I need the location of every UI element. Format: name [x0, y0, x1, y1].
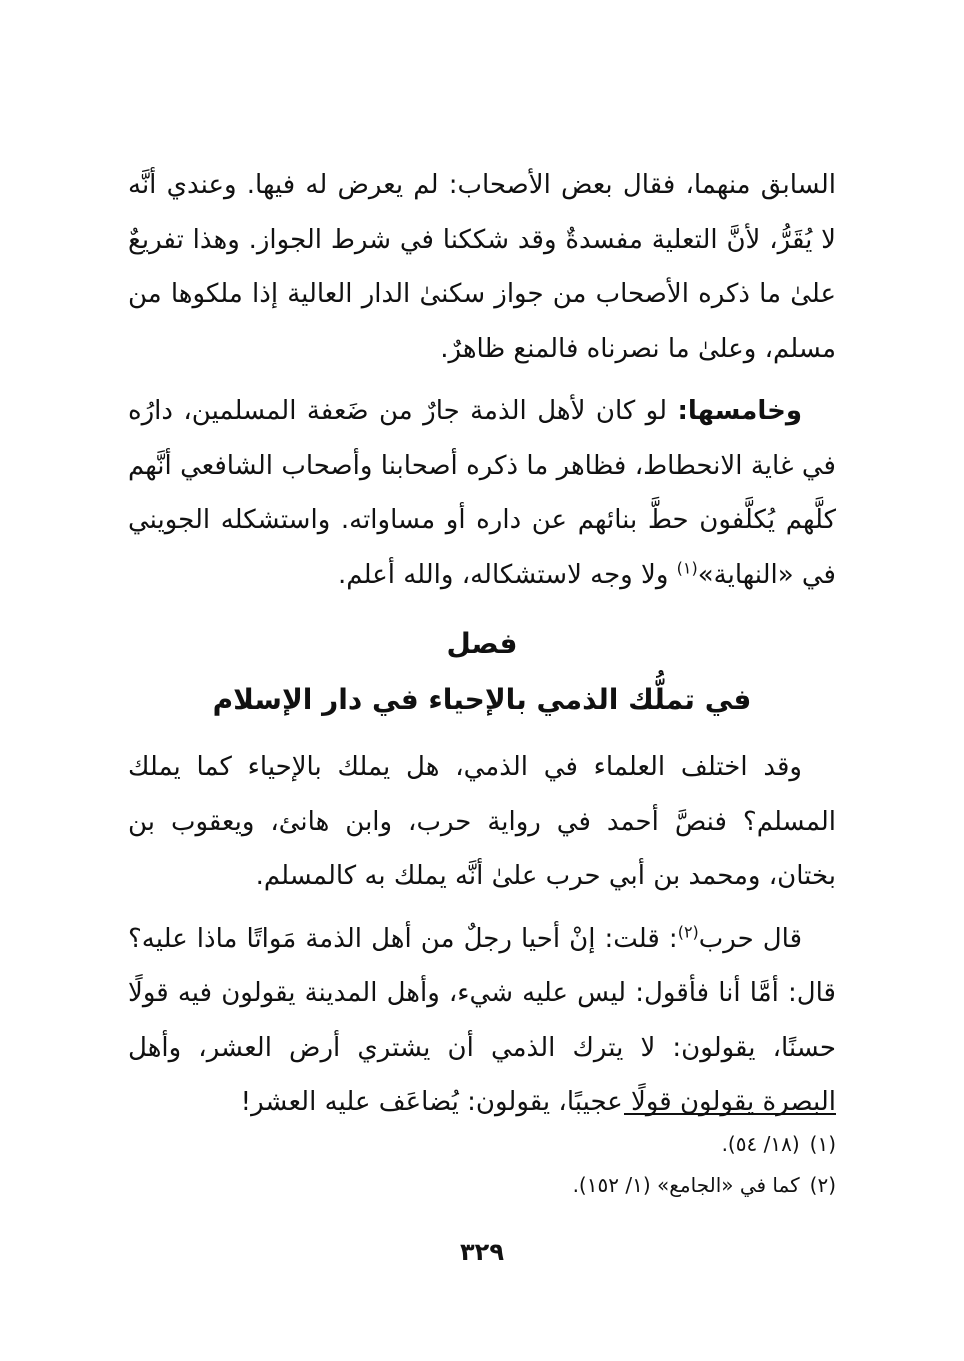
footnote-divider: [624, 1113, 836, 1115]
page-number: ٣٢٩: [460, 1238, 504, 1266]
section-title: فصل: [446, 627, 518, 660]
paragraph-4-text-a: قال حرب: [698, 923, 802, 954]
footnote-1-text: (١٨/ ٥٤).: [721, 1132, 800, 1156]
paragraph-2: [128, 384, 836, 602]
section-subtitle: في تملُّك الذمي بالإحياء في دار الإسلام: [212, 683, 752, 716]
paragraph-4-text-b: : قلت: إنْ أحيا رجلٌ من أهل الذمة مَواتًا ماذا عليه؟ قال: أمَّا أنا فأقول: ليس عليه شيء، وأهل المدينة يقولون فيه قولًا حسنًا، يقولون: لا يترك الذمي أن يشتري أرض العشر، وأهل البصرة يقولون قولًا عجيبًا، يقولون: يُضاعَف عليه العشر!: [128, 923, 836, 1117]
paragraph-2-lead: وخامسها:: [677, 396, 802, 426]
footnote-1-number: (١): [809, 1132, 836, 1156]
paragraph-2-text-b: ولا وجه لاستشكاله، والله أعلم.: [338, 559, 677, 590]
paragraph-2-text-a: لو كان لأهل الذمة جارٌ من ضَعفة المسلمين، دارُه في غاية الانحطاط، فظاهر ما ذكره أصحابنا وأصحاب الشافعي أنَّهم كلَّهم يُكلَّفون حطَّ بنائهم عن داره أو مساواته. واستشكله الجويني في «النهاية»: [128, 396, 836, 590]
footnote-ref-1[interactable]: (١): [676, 557, 698, 577]
paragraph-1: السابق منهما، فقال بعض الأصحاب: لم يعرض له فيها. وعندي أنَّه لا يُقَرُّ، لأنَّ التعلية مفسدةٌ وقد شككنا في شرط الجواز. وهذا تفريعٌ علىٰ ما ذكره الأصحاب من جواز سكنىٰ الدار العالية إذا ملكوها من مسلم، وعلىٰ ما نصرناه فالمنع ظاهرٌ.: [128, 170, 836, 364]
footnote-1: [128, 1124, 836, 1165]
footnote-2-number: (٢): [809, 1173, 836, 1197]
footnote-ref-2[interactable]: (٢): [677, 921, 699, 941]
footnote-2: [128, 1165, 836, 1206]
footnote-2-text: كما في «الجامع» (١/ ١٥٢).: [572, 1173, 800, 1197]
footnotes: [128, 1124, 836, 1206]
paragraph-3: وقد اختلف العلماء في الذمي، هل يملك بالإحياء كما يملك المسلم؟ فنصَّ أحمد في رواية حرب، وابن هانئ، ويعقوب بن بختان، ومحمد بن أبي حرب علىٰ أنَّه يملك به كالمسلم.: [128, 752, 836, 891]
paragraph-4: [128, 912, 836, 1130]
